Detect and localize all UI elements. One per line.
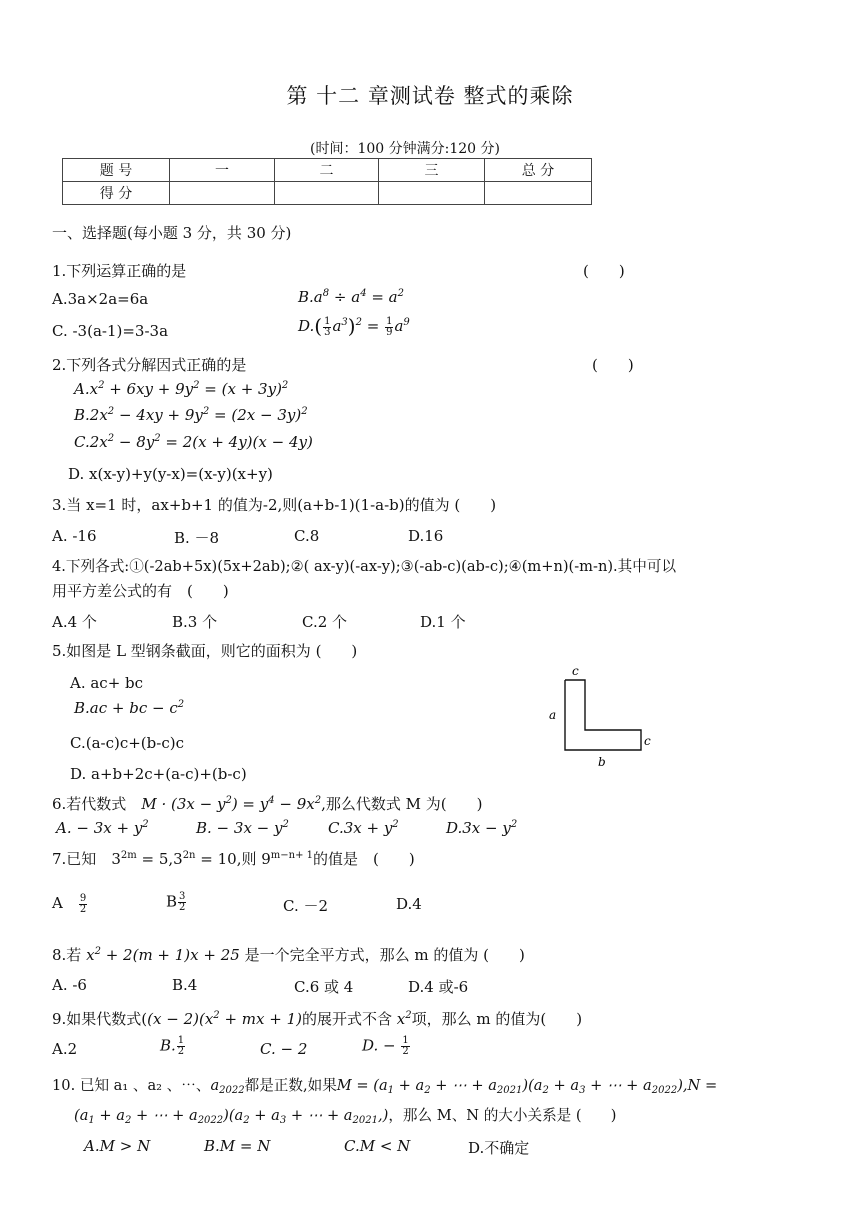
q4-option-b: B.3 个 <box>172 613 218 631</box>
q6-option-a: A. − $3x + y^2$ <box>56 819 149 837</box>
q3-option-b: B. －8 <box>174 529 220 547</box>
table-cell <box>379 182 485 205</box>
q4-option-d: D.1 个 <box>420 613 466 631</box>
question-6-stem: 6.若代数式 $M \cdot (3x - y^2) = y^4 - 9x^2$,那么代数式 M 为( ) <box>52 795 483 813</box>
question-3-stem: 3.当 x=1 时，ax+b+1 的值为-2,则(a+b-1)(1-a-b)的值为 ( ) <box>52 496 497 514</box>
q8-option-c: C.6 或 4 <box>294 978 354 996</box>
time-note: (时间：100 分钟满分:120 分) <box>310 141 500 157</box>
table-cell: 得 分 <box>63 182 170 205</box>
q4-option-a: A.4 个 <box>52 613 97 631</box>
table-cell <box>275 182 379 205</box>
q10-option-d: D.不确定 <box>468 1139 530 1157</box>
q9-option-a: A.2 <box>52 1040 78 1058</box>
q6-option-c: $C.3x + y^2$ <box>328 819 399 837</box>
question-10-stem: 10. 已知 a₁ 、a₂ 、⋯、$a_{2022}$都是正数,如果$M = (a_1 + a_2$ + ⋯ + $a_{2021})(a_2 + a_3$ + ⋯ + $a_{2022}),N$ = <box>52 1077 718 1096</box>
q5-option-c: C.(a-c)c+(b-c)c <box>70 734 184 752</box>
q8-option-b: B.4 <box>172 976 198 994</box>
q2-option-a: $A.x^2 + 6xy + 9y^2 = (x + 3y)^2$ <box>74 380 289 398</box>
q10-option-c: C.M < N <box>344 1137 411 1155</box>
q3-option-d: D.16 <box>408 527 444 545</box>
table-cell: 一 <box>170 159 275 182</box>
table-cell <box>170 182 275 205</box>
label-a: a <box>549 708 557 722</box>
answer-bracket: ( ) <box>583 262 625 280</box>
q8-option-a: A. -6 <box>52 976 87 994</box>
question-8-stem: 8.若 $x^2 + 2(m + 1)x + 25$ 是一个完全平方式，那么 m 的值为 ( ) <box>52 946 525 964</box>
q2-option-d: D. x(x-y)+y(y-x)=(x-y)(x+y) <box>68 465 273 483</box>
q7-option-a: A $\frac{9}{2}$ <box>52 892 87 915</box>
section-heading: 一、选择题(每小题 3 分，共 30 分) <box>52 224 292 242</box>
q9-option-d: D. − $\frac{1}{2}$ <box>362 1035 409 1057</box>
question-10-stem-2: ($a_1 + a_2$ + ⋯ + $a_{2022})(a_2 + a_3$ + ⋯ + $a_{2021}$,)，那么 M、N 的大小关系是 ( ) <box>74 1107 617 1126</box>
q9-option-b: B. $\frac{1}{2}$ <box>160 1035 185 1057</box>
question-9-stem: 9.如果代数式($(x - 2)(x^2$ + mx + 1)的展开式不含 $x^2$项，那么 m 的值为( ) <box>52 1010 583 1028</box>
question-7-stem: 7.已知 $3^{2m} = 5,3^{2n} = 10$,则 $9^{m-n+ 1}$的值是 ( ) <box>52 850 415 868</box>
q5-option-b: B.ac + bc − $c^2$ <box>74 699 185 717</box>
q7-option-c: C. －2 <box>283 897 329 915</box>
q10-option-a: A.M > N <box>84 1137 151 1155</box>
q2-option-b: $B.2x^2 - 4xy + 9y^2 = (2x - 3y)^2$ <box>74 406 308 424</box>
q1-option-d: D.( $\frac{1}{3}$ $a^3)^2$ = $\frac{1}{9}$ $a^9$ <box>298 314 410 338</box>
question-1-stem: 1.下列运算正确的是 <box>52 262 187 280</box>
q8-option-d: D.4 或-6 <box>408 978 469 996</box>
q5-option-d: D. a+b+2c+(a-c)+(b-c) <box>70 765 247 783</box>
table-cell: 题 号 <box>63 159 170 182</box>
label-b: b <box>598 755 606 769</box>
question-4-stem-2: 用平方差公式的有 ( ) <box>52 582 229 600</box>
table-cell: 二 <box>275 159 379 182</box>
table-cell: 总 分 <box>485 159 592 182</box>
question-4-stem: 4.下列各式:①(-2ab+5x)(5x+2ab);②( ax-y)(-ax-y);③(-ab-c)(ab-c);④(m+n)(-m-n).其中可以 <box>52 558 677 575</box>
q1-option-b: $B.a^8 \div a^4 = a^2$ <box>298 288 404 306</box>
q3-option-c: C.8 <box>294 527 320 545</box>
label-c-top: c <box>572 664 579 678</box>
q10-option-b: B.M = N <box>204 1137 271 1155</box>
answer-bracket: ( ) <box>592 356 634 374</box>
q6-option-b: B. − $3x - y^2$ <box>196 819 289 837</box>
q7-option-d: D.4 <box>396 895 422 913</box>
table-row <box>63 182 592 205</box>
label-c-right: c <box>644 734 651 748</box>
question-2-stem: 2.下列各式分解因式正确的是 <box>52 356 247 374</box>
table-cell <box>485 182 592 205</box>
q4-option-c: C.2 个 <box>302 613 348 631</box>
q5-option-a: A. ac+ bc <box>70 674 144 692</box>
q1-option-c: C. -3(a-1)=3-3a <box>52 322 169 340</box>
score-table <box>62 158 592 205</box>
q9-option-c: C. − 2 <box>260 1040 308 1058</box>
q7-option-b: B $\frac{3}{2}$ <box>166 891 186 913</box>
l-shape-figure <box>540 660 660 772</box>
q3-option-a: A. -16 <box>52 527 97 545</box>
l-shape-outline <box>565 680 641 750</box>
question-5-stem: 5.如图是 L 型钢条截面，则它的面积为 ( ) <box>52 642 358 660</box>
page-title: 第 十二 章测试卷 整式的乘除 <box>286 84 574 108</box>
q1-option-a: A.3a×2a=6a <box>52 290 149 308</box>
table-cell: 三 <box>379 159 485 182</box>
q6-option-d: $D.3x - y^2$ <box>446 819 518 837</box>
table-row <box>63 159 592 182</box>
q2-option-c: $C.2x^2 - 8y^2 = 2(x + 4y)(x - 4y)$ <box>74 433 313 451</box>
